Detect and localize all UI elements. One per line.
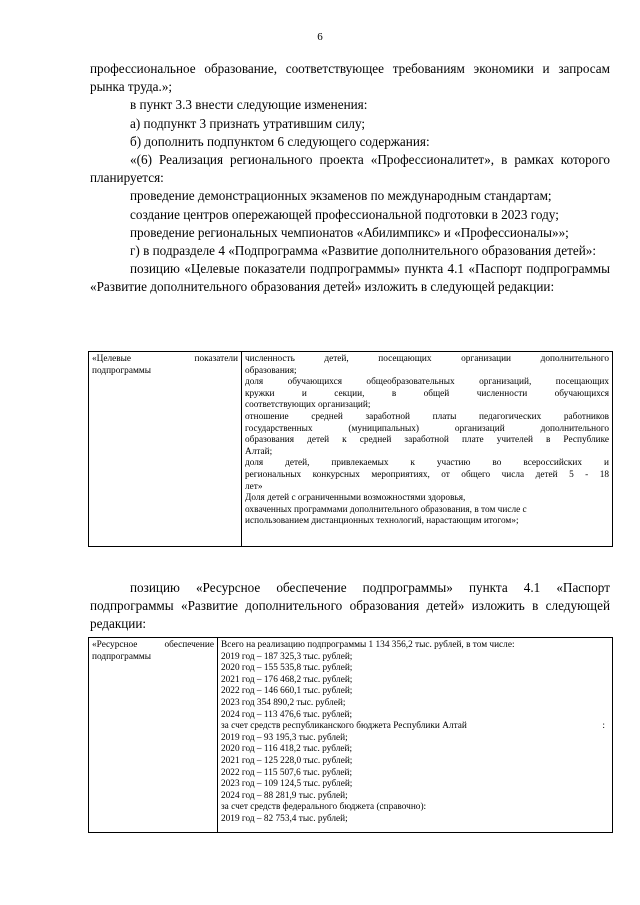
table2-line: 2019 год – 187 325,3 тыс. рублей; bbox=[221, 651, 353, 662]
table1-line: доля детей, привлекаемых к участию во всероссийских и bbox=[245, 458, 609, 469]
table1-line: государственных (муниципальных) организаций дополнительного bbox=[245, 423, 609, 434]
table1-line: численность детей, посещающих организации дополнительного bbox=[245, 354, 609, 364]
paragraph-3: а) подпункт 3 признать утратившим силу; bbox=[130, 115, 366, 131]
table1-line: соответствующих организаций; bbox=[245, 400, 371, 411]
table1-line: региональных конкурсных мероприятиях, от общего числа детей 5 - 18 bbox=[245, 469, 609, 480]
table1-line: использованием дистанционных технологий, нарастающим итогом»; bbox=[245, 516, 519, 527]
table1-line: отношение средней заработной платы педагогических работников bbox=[245, 411, 609, 422]
table2-content-cell bbox=[218, 638, 613, 833]
paragraph-6: проведение демонстрационных экзаменов по международным стандартам; bbox=[130, 188, 552, 204]
table2-label-line1: «Ресурсное обеспечение bbox=[92, 640, 214, 650]
paragraph-9: г) в подразделе 4 «Подпрограмма «Развитие дополнительного образования детей»: bbox=[130, 243, 597, 259]
table2-line: 2023 год 354 890,2 тыс. рублей; bbox=[221, 697, 346, 708]
table2-line: 2020 год – 116 418,2 тыс. рублей; bbox=[221, 744, 353, 755]
table2-line: 2021 год – 125 228,0 тыс. рублей; bbox=[221, 755, 353, 766]
table2-line: Всего на реализацию подпрограммы 1 134 356,2 тыс. рублей, в том числе: bbox=[221, 640, 515, 650]
table1-line: образования; bbox=[245, 365, 297, 376]
paragraph-8: проведение региональных чемпионатов «Абилимпикс» и «Профессионалы»»; bbox=[130, 224, 569, 240]
paragraph-10: позицию «Целевые показатели подпрограммы» пункта 4.1 «Паспорт подпрограммы «Развитие дополнительного образования детей» изложить в следующей редакции: bbox=[90, 261, 610, 295]
target-indicators-table bbox=[88, 351, 613, 547]
table2-line: 2020 год – 155 535,8 тыс. рублей; bbox=[221, 663, 353, 674]
paragraph-2: в пункт 3.3 внести следующие изменения: bbox=[130, 97, 368, 113]
table1-label-line2: подпрограммы bbox=[92, 365, 151, 376]
table1-line: лет» bbox=[245, 481, 263, 492]
table1-label-cell bbox=[89, 352, 242, 547]
table1-line: кружки и секции, в общей численности обучающихся bbox=[245, 388, 609, 399]
table2-label-line2: подпрограммы bbox=[92, 651, 151, 662]
table2-line: за счет средств федерального бюджета (справочно): bbox=[221, 802, 427, 813]
table2-label-cell bbox=[89, 638, 218, 833]
paragraph-4: б) дополнить подпунктом 6 следующего содержания: bbox=[130, 133, 430, 149]
table2-line: 2022 год – 146 660,1 тыс. рублей; bbox=[221, 686, 353, 697]
table2-line: 2023 год – 109 124,5 тыс. рублей; bbox=[221, 779, 353, 790]
table1-line: доля обучающихся общеобразовательных организаций, посещающих bbox=[245, 377, 609, 388]
table2-line: 2021 год – 176 468,2 тыс. рублей; bbox=[221, 674, 353, 685]
document-body bbox=[90, 60, 610, 297]
table1-line: Доля детей с ограниченными возможностями здоровья, bbox=[245, 493, 466, 504]
table2-line: 2024 год – 113 476,6 тыс. рублей; bbox=[221, 709, 353, 720]
paragraph-7: создание центров опережающей профессиональной подготовки в 2023 году; bbox=[130, 206, 559, 222]
paragraph-1: профессиональное образование, соответствующее требованиям экономики и запросам рынка труда.»; bbox=[90, 61, 610, 95]
table1-line: охваченных программами дополнительного образования, в том числе с bbox=[245, 504, 527, 515]
paragraph-5: «(6) Реализация регионального проекта «Профессионалитет», в рамках которого планируется: bbox=[90, 152, 610, 186]
table1-label-line1: «Целевые показатели bbox=[92, 354, 238, 364]
table2-line: 2022 год – 115 507,6 тыс. рублей; bbox=[221, 767, 353, 778]
table2-line: 2019 год – 93 195,3 тыс. рублей; bbox=[221, 732, 348, 743]
resource-provision-table bbox=[88, 637, 613, 833]
table2-line: за счет средств республиканского бюджета Республики Алтай bbox=[221, 721, 467, 732]
table2-line: 2024 год – 88 281,9 тыс. рублей; bbox=[221, 790, 348, 801]
paragraph-11: позицию «Ресурсное обеспечение подпрограммы» пункта 4.1 «Паспорт подпрограммы «Развитие дополнительного образования детей» изложить в следующей редакции: bbox=[90, 580, 610, 632]
page-number: 6 bbox=[317, 31, 323, 43]
paragraph-between bbox=[90, 579, 610, 634]
table1-content-cell bbox=[242, 352, 613, 547]
table2-line: 2019 год – 82 753,4 тыс. рублей; bbox=[221, 813, 348, 824]
table2-colon: : bbox=[602, 721, 605, 732]
table2-line-with-colon bbox=[221, 721, 609, 733]
table1-line: образования детей к средней заработной плате учителей в Республике bbox=[245, 435, 609, 446]
table1-line: Алтай; bbox=[245, 446, 273, 457]
